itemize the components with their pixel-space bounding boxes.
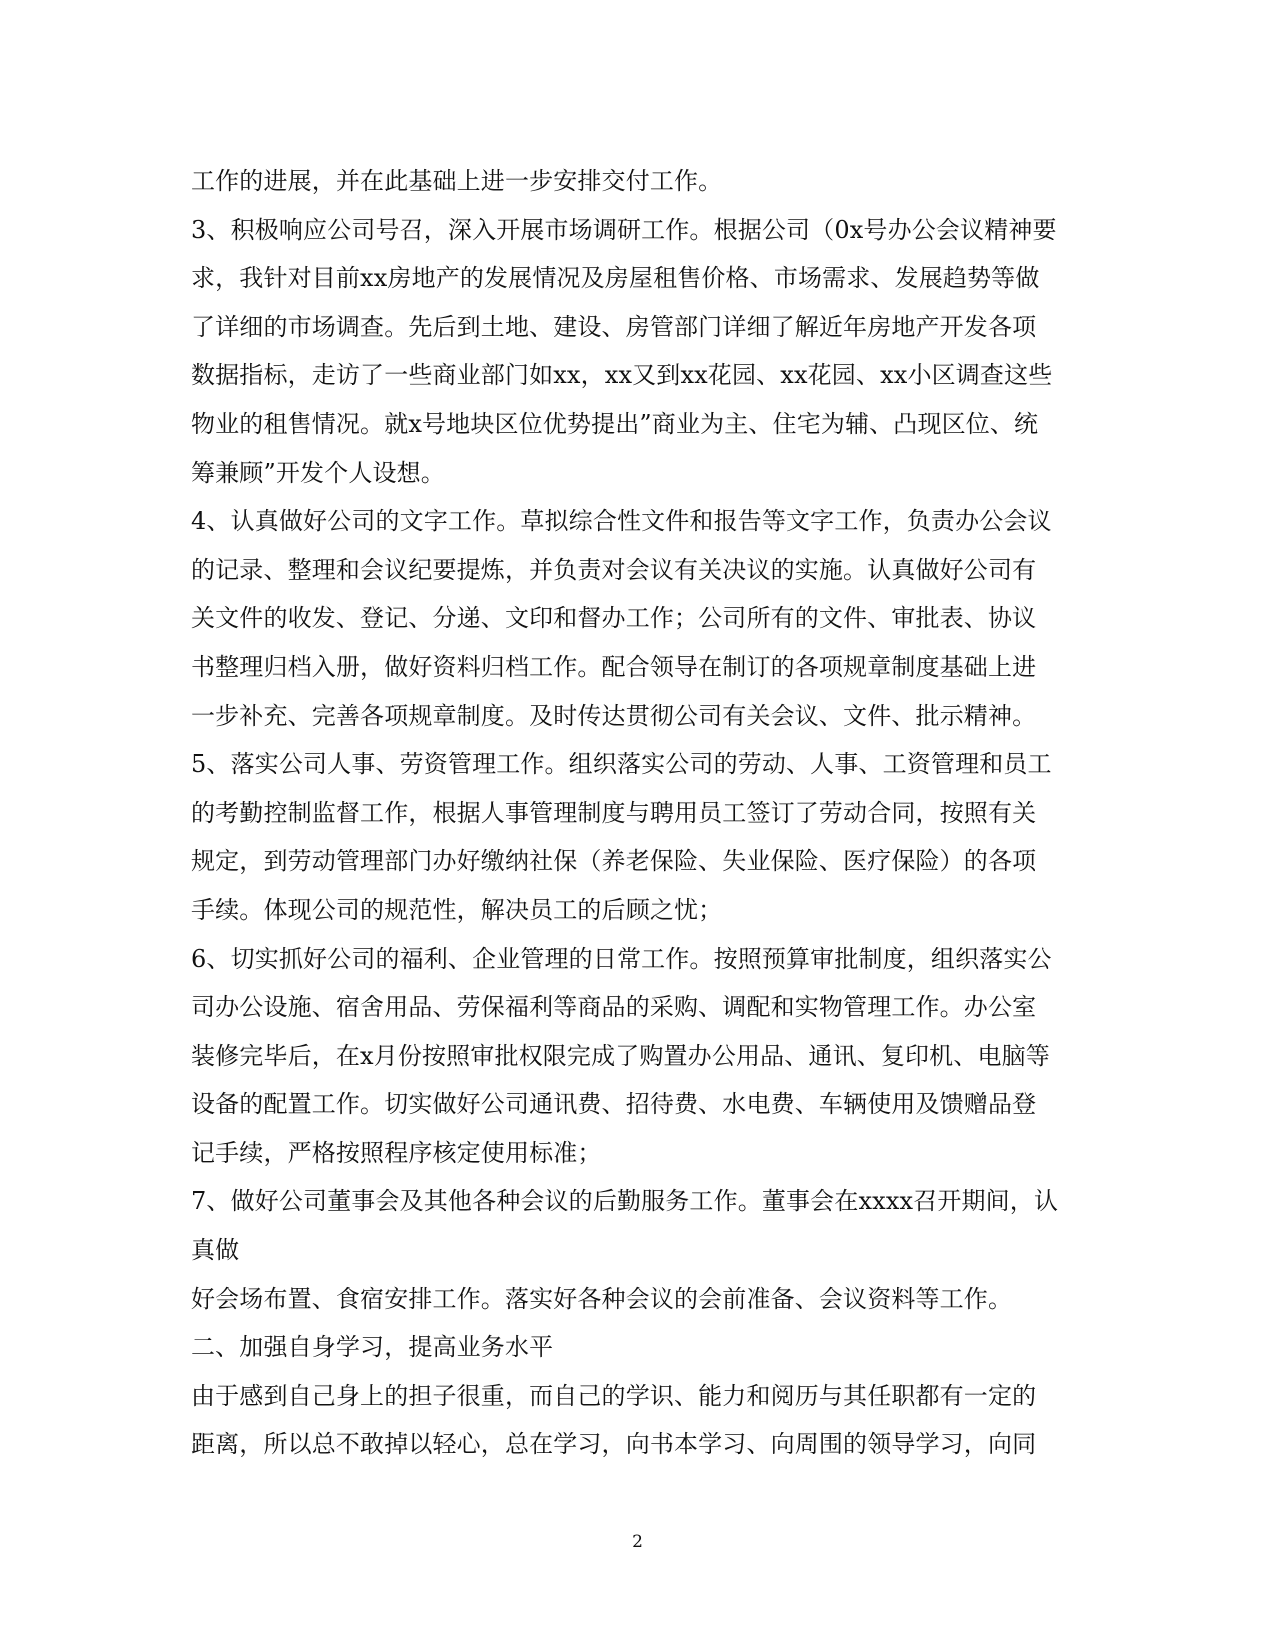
text-line: 设备的配置工作。切实做好公司通讯费、招待费、水电费、车辆使用及馈赠品登 xyxy=(191,1090,1037,1119)
text-line: 7、做好公司董事会及其他各种会议的后勤服务工作。董事会在xxxx召开期间，认 xyxy=(191,1187,1059,1216)
body-text xyxy=(191,157,1086,1469)
text-line: 书整理归档入册，做好资料归档工作。配合领导在制订的各项规章制度基础上进 xyxy=(191,652,1037,681)
text-line: 了详细的市场调查。先后到土地、建设、房管部门详细了解近年房地产开发各项 xyxy=(191,312,1037,341)
text-line: 记手续，严格按照程序核定使用标准； xyxy=(191,1138,602,1167)
text-line: 工作的进展，并在此基础上进一步安排交付工作。 xyxy=(191,167,723,195)
text-line: 距离，所以总不敢掉以轻心，总在学习，向书本学习、向周围的领导学习，向同 xyxy=(191,1430,1037,1459)
text-line: 关文件的收发、登记、分递、文印和督办工作；公司所有的文件、审批表、协议 xyxy=(191,604,1037,633)
text-line: 4、认真做好公司的文字工作。草拟综合性文件和报告等文字工作，负责办公会议 xyxy=(191,507,1052,536)
text-line: 装修完毕后，在x月份按照审批权限完成了购置办公用品、通讯、复印机、电脑等 xyxy=(191,1041,1050,1070)
text-line: 数据指标，走访了一些商业部门如xx，xx又到xx花园、xx花园、xx小区调查这些 xyxy=(191,361,1053,390)
text-line: 物业的租售情况。就x号地块区位优势提出”商业为主、住宅为辅、凸现区位、统 xyxy=(191,409,1039,438)
text-line: 好会场布置、食宿安排工作。落实好各种会议的会前准备、会议资料等工作。 xyxy=(191,1284,1013,1313)
text-line: 3、积极响应公司号召，深入开展市场调研工作。根据公司（0x号办公会议精神要 xyxy=(191,215,1057,244)
text-line: 司办公设施、宿舍用品、劳保福利等商品的采购、调配和实物管理工作。办公室 xyxy=(191,993,1037,1022)
text-line: 5、落实公司人事、劳资管理工作。组织落实公司的劳动、人事、工资管理和员工 xyxy=(191,750,1052,779)
text-line: 一步补充、完善各项规章制度。及时传达贯彻公司有关会议、文件、批示精神。 xyxy=(191,701,1037,730)
text-line: 筹兼顾”开发个人设想。 xyxy=(191,458,445,487)
text-line: 规定，到劳动管理部门办好缴纳社保（养老保险、失业保险、医疗保险）的各项 xyxy=(191,847,1037,876)
text-line: 手续。体现公司的规范性，解决员工的后顾之忧； xyxy=(191,895,723,924)
text-line: 二、加强自身学习，提高业务水平 xyxy=(191,1333,554,1362)
text-line: 的记录、整理和会议纪要提炼，并负责对会议有关决议的实施。认真做好公司有 xyxy=(191,555,1037,584)
page-number: 2 xyxy=(632,1532,643,1552)
text-line: 6、切实抓好公司的福利、企业管理的日常工作。按照预算审批制度，组织落实公 xyxy=(191,944,1052,973)
text-line: 的考勤控制监督工作，根据人事管理制度与聘用员工签订了劳动合同，按照有关 xyxy=(191,798,1037,827)
text-line: 真做 xyxy=(191,1236,240,1265)
text-line: 求，我针对目前xx房地产的发展情况及房屋租售价格、市场需求、发展趋势等做 xyxy=(191,264,1040,293)
text-line: 由于感到自己身上的担子很重，而自己的学识、能力和阅历与其任职都有一定的 xyxy=(191,1381,1037,1410)
